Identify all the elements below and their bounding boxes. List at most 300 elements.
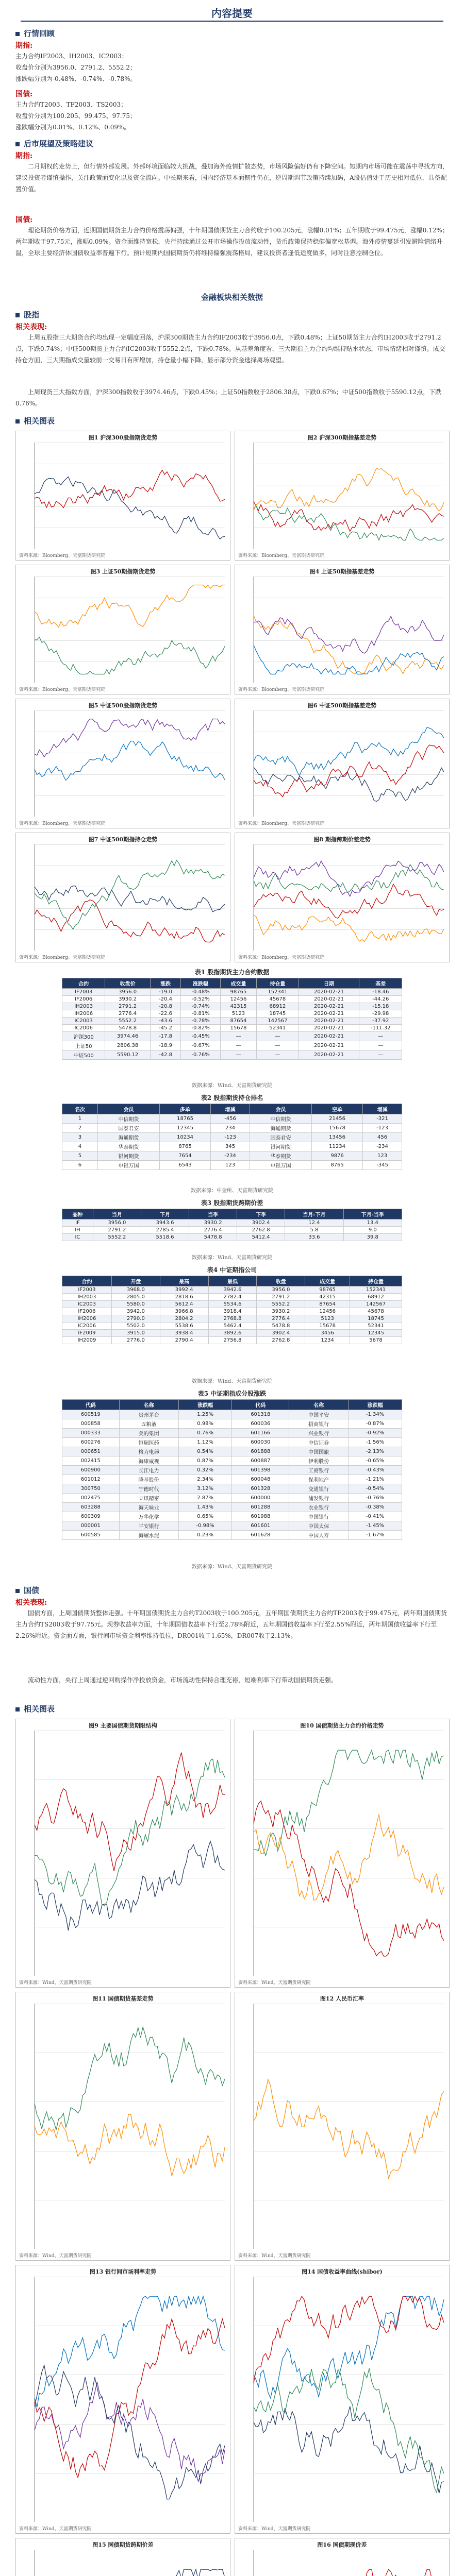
report-title: 内容提要 — [211, 7, 253, 20]
series-line — [35, 2365, 225, 2499]
table-header-cell: 会员 — [250, 1104, 311, 1114]
table-cell: — — [257, 1032, 299, 1041]
table-cell: -123 — [363, 1124, 402, 1133]
table-cell: 万华化学 — [119, 1512, 178, 1521]
table-cell: 601012 — [62, 1475, 120, 1484]
table-cell: 13.4 — [343, 1219, 402, 1227]
table-cell: 美的集团 — [119, 1429, 178, 1438]
table-row — [62, 1234, 402, 1241]
table-cell: 98765 — [305, 1286, 350, 1294]
table-cell: 宁德时代 — [119, 1484, 178, 1494]
table3-title: 表3 股指期货跨期价差 — [201, 1199, 263, 1207]
table-cell: 45678 — [350, 1308, 402, 1315]
table1-title: 表1 股指期货主力合约数据 — [194, 969, 270, 976]
table-cell: 600585 — [62, 1531, 120, 1540]
table-cell: 华泰期货 — [97, 1142, 159, 1151]
table-cell: 8765 — [312, 1161, 363, 1170]
series-line — [35, 886, 225, 912]
table-cell: 300750 — [62, 1484, 120, 1494]
table-row — [62, 1025, 402, 1032]
table-cell: 2785.4 — [141, 1227, 189, 1234]
table-row — [62, 1429, 402, 1438]
table-cell: 3956.0 — [105, 989, 150, 996]
table-cell: 2020-02-21 — [299, 989, 359, 996]
chart-panel — [15, 833, 230, 962]
table-cell: 2791.2 — [105, 1003, 150, 1010]
table-cell: 4 — [62, 1142, 98, 1151]
table-row — [62, 1503, 402, 1512]
table-cell: -123 — [211, 1133, 250, 1142]
series-line — [35, 2319, 225, 2478]
table-cell: IF2006 — [62, 1308, 112, 1315]
table-cell: 5534.6 — [208, 1301, 257, 1308]
bond-text: 国债方面，上周国债期货整体走强。十年期国债期货主力合约T2003收于100.205元，五年期国债期货主力合约TF2003收于99.475元，两年期国债期货主力合约TS2003收于97.75元。现券收益率方面，十年期国债收益率下行至2.78%附近，五年期国债收益率下行至2.55%附近，两年期国债收益率下行至2.26%附近。资金面方面，银行间市场资金利率维持低位，DR001收于1.65%，DR007收于2.13%。 — [15, 1609, 448, 1639]
table-cell: -18.9 — [150, 1041, 180, 1050]
index-text-2: 上周现货三大指数方面，沪深300指数收于3974.46点，下跌0.45%；上证50指数收于2806.38点，下跌0.67%；中证500指数收于5590.12点，下跌0.76%。 — [15, 388, 442, 407]
table-header-cell: 开盘 — [111, 1276, 160, 1286]
table-row — [62, 1161, 402, 1170]
chart-source: 资料来源：Bloomberg、天富期货研究院 — [19, 687, 106, 692]
table-cell: -111.32 — [359, 1025, 402, 1032]
table-cell: -0.65% — [349, 1456, 402, 1466]
table-cell: -234 — [363, 1142, 402, 1151]
table-cell: 贵州茅台 — [119, 1410, 178, 1419]
chart-panel — [235, 1719, 450, 1988]
table-cell: 农业银行 — [289, 1503, 349, 1512]
table-cell: 0.32% — [178, 1466, 232, 1475]
table-header-cell: 成交量 — [305, 1276, 350, 1286]
table-row — [62, 1466, 402, 1475]
table-cell: 234 — [211, 1124, 250, 1133]
table-cell: 0.54% — [178, 1447, 232, 1456]
table-cell: 格力电器 — [119, 1447, 178, 1456]
table-row — [62, 1041, 402, 1050]
table-header-cell: 下月 — [141, 1209, 189, 1219]
section-strategy-title: 后市展望及策略建议 — [15, 138, 93, 149]
table-cell: -1.34% — [349, 1410, 402, 1419]
table-row — [62, 1531, 402, 1540]
chart-title: 图16 国债期现价差 — [317, 2541, 367, 2548]
table-row — [62, 1010, 402, 1018]
table-cell: — — [220, 1032, 256, 1041]
table-cell: 5552.2 — [257, 1301, 305, 1308]
table-cell: -0.48% — [181, 989, 221, 996]
table-cell: -29.98 — [359, 1010, 402, 1018]
chart-title: 图10 国债期货主力合约价格走势 — [300, 1722, 384, 1729]
table-cell: 5 — [62, 1151, 98, 1161]
table-cell: 5478.8 — [257, 1323, 305, 1330]
table-cell: 3974.46 — [105, 1032, 150, 1041]
table-row — [62, 1494, 402, 1503]
table-row — [62, 1315, 402, 1323]
table-cell: 5580.0 — [111, 1301, 160, 1308]
table-cell: 沪深300 — [62, 1032, 105, 1041]
table-cell: -0.67% — [181, 1041, 221, 1050]
table-header-cell: 涨跌幅 — [178, 1400, 232, 1410]
table-cell: 6 — [62, 1161, 98, 1170]
table4-source: 数据来源：Wind、天富期货研究院 — [191, 1379, 273, 1384]
table-row — [62, 1032, 402, 1041]
table-cell: 工商银行 — [289, 1466, 349, 1475]
bond-related-title: 相关图表 — [15, 1703, 55, 1714]
square-icon — [15, 32, 20, 36]
chart-title: 图9 主要国债期货期限结构 — [89, 1722, 157, 1729]
table-cell: 5478.8 — [105, 1025, 150, 1032]
table-cell: 13456 — [312, 1133, 363, 1142]
table-cell: 2020-02-21 — [299, 1050, 359, 1060]
chart-plot — [19, 1731, 227, 1976]
strategy-futures-subtitle: 期指: — [15, 152, 33, 160]
table-cell: 600030 — [232, 1438, 289, 1447]
table-cell: 0.87% — [178, 1456, 232, 1466]
table-cell: 中国平安 — [289, 1410, 349, 1419]
table-cell: 002415 — [62, 1456, 120, 1466]
series-line — [35, 637, 225, 674]
table-header-cell: 下月-当季 — [343, 1209, 402, 1219]
table1-source: 数据来源：Wind、天富期货研究院 — [191, 1083, 273, 1089]
chart-plot — [238, 2277, 446, 2522]
table-header-cell: 涨跌幅 — [181, 978, 221, 989]
table-cell: 601888 — [232, 1447, 289, 1456]
table-cell: 2756.8 — [208, 1337, 257, 1344]
table-cell: 华泰期货 — [250, 1151, 311, 1161]
table-cell: 3930.2 — [105, 996, 150, 1003]
table-cell: 保利地产 — [289, 1475, 349, 1484]
table-cell: 3918.4 — [208, 1308, 257, 1315]
series-line — [35, 585, 225, 628]
table-row — [62, 1219, 402, 1227]
table-cell: 600048 — [232, 1475, 289, 1484]
chart-plot — [238, 577, 446, 683]
chart-plot — [238, 1731, 446, 1976]
chart-title: 图5 中证500股指期货走势 — [88, 702, 158, 709]
series-line — [35, 1841, 225, 1930]
table-row — [62, 1151, 402, 1161]
table-cell: 42315 — [220, 1003, 256, 1010]
table-cell: 2020-02-21 — [299, 996, 359, 1003]
table-header-cell: 最高 — [160, 1276, 208, 1286]
table-row — [62, 989, 402, 996]
table-cell: -0.81% — [181, 1010, 221, 1018]
table-row — [62, 1003, 402, 1010]
table-cell: -0.54% — [349, 1484, 402, 1494]
chart-plot — [238, 2550, 446, 2576]
chart-panel — [235, 2538, 450, 2576]
table-header-row — [62, 1104, 402, 1114]
chart-source: 资料来源：Wind、天富期货研究院 — [19, 2253, 92, 2259]
chart-panel — [235, 565, 450, 694]
table-cell: IH — [62, 1227, 93, 1234]
series-line — [35, 2296, 225, 2408]
table-cell: 123 — [211, 1161, 250, 1170]
table-cell: 兴业银行 — [289, 1429, 349, 1438]
table-cell: 0.65% — [178, 1512, 232, 1521]
table-row — [62, 1308, 402, 1315]
table-cell: 3938.4 — [160, 1330, 208, 1337]
series-line — [254, 501, 444, 531]
series-line — [254, 865, 444, 893]
table-cell: 3968.0 — [111, 1286, 160, 1294]
chart-source: 资料来源：Wind、天富期货研究院 — [19, 2527, 92, 2532]
table-cell: IH2006 — [62, 1010, 105, 1018]
table4 — [62, 1276, 402, 1344]
table-cell: -15.18 — [359, 1003, 402, 1010]
table-row — [62, 1133, 402, 1142]
table-header-cell: 涨跌 — [150, 978, 180, 989]
table-cell: -1.21% — [349, 1475, 402, 1484]
table-cell: 国泰君安 — [97, 1124, 159, 1133]
chart-plot — [19, 710, 227, 817]
series-line — [254, 646, 444, 674]
table-cell: 中信证券 — [289, 1438, 349, 1447]
table-cell: 600000 — [232, 1494, 289, 1503]
table-cell: 2776.0 — [111, 1337, 160, 1344]
bond-section-title: 国债 — [15, 1585, 39, 1596]
table-row — [62, 996, 402, 1003]
chart-title: 图13 银行间市场利率走势 — [89, 2268, 157, 2275]
table-cell: -42.8 — [150, 1050, 180, 1060]
table-cell: 600887 — [232, 1456, 289, 1466]
table-cell: 18765 — [159, 1114, 210, 1124]
table-cell: -45.2 — [150, 1025, 180, 1032]
table-cell: 中信期货 — [250, 1114, 311, 1124]
chart-source: 资料来源：Wind、天富期货研究院 — [19, 1980, 92, 1986]
table-cell: -321 — [363, 1114, 402, 1124]
table-header-cell: 涨跌幅 — [349, 1400, 402, 1410]
table3 — [62, 1209, 402, 1241]
table-cell: 2790.0 — [111, 1315, 160, 1323]
table-row — [62, 1419, 402, 1429]
table-cell: 15678 — [220, 1025, 256, 1032]
table-cell: -1.67% — [349, 1531, 402, 1540]
table-cell: 海通期货 — [97, 1133, 159, 1142]
table2-title: 表2 股指期货持仓排名 — [201, 1094, 263, 1101]
table-row — [62, 1018, 402, 1025]
table-header-cell: 名称 — [289, 1400, 349, 1410]
table-row — [62, 1227, 402, 1234]
chart-title: 图2 沪深300期指基差走势 — [307, 434, 377, 441]
table-cell: 12345 — [159, 1124, 210, 1133]
table-header-cell: 代码 — [232, 1400, 289, 1410]
table-cell: -18.46 — [359, 989, 402, 996]
table-cell: -0.76% — [349, 1494, 402, 1503]
table-cell: 2 — [62, 1124, 98, 1133]
table-cell: IH2003 — [62, 1294, 112, 1301]
table-cell: 5552.2 — [93, 1234, 141, 1241]
table-cell: 3915.0 — [111, 1330, 160, 1337]
table-cell: 2804.2 — [160, 1315, 208, 1323]
square-icon — [15, 313, 20, 317]
table-cell: -456 — [211, 1114, 250, 1124]
series-line — [254, 915, 444, 942]
series-line — [254, 861, 444, 896]
table-cell: 2776.4 — [257, 1315, 305, 1323]
table-cell: 5538.6 — [160, 1323, 208, 1330]
chart-plot — [19, 2550, 227, 2576]
table-cell: 5612.4 — [160, 1301, 208, 1308]
table-cell: -0.82% — [181, 1025, 221, 1032]
table-cell: 2782.4 — [208, 1294, 257, 1301]
table-cell: 7654 — [159, 1151, 210, 1161]
chart-panel — [15, 1992, 230, 2261]
square-icon — [15, 142, 20, 146]
chart-source: 资料来源：Wind、天富期货研究院 — [238, 1980, 311, 1986]
chart-title: 图8 期指跨期价差走势 — [313, 836, 371, 843]
table-header-cell: 代码 — [62, 1400, 120, 1410]
chart-title: 图12 人民币汇率 — [320, 1995, 364, 2002]
table-cell: 601398 — [232, 1466, 289, 1475]
series-line — [254, 2296, 444, 2383]
table-cell: 15678 — [312, 1124, 363, 1133]
table-cell: -37.92 — [359, 1018, 402, 1025]
table-cell: 3966.8 — [160, 1308, 208, 1315]
table-cell: -0.87% — [349, 1419, 402, 1429]
series-line — [35, 719, 225, 757]
table-cell: — — [359, 1032, 402, 1041]
table-cell: 601318 — [232, 1410, 289, 1419]
square-icon — [15, 1589, 20, 1593]
table-cell: 3902.4 — [237, 1219, 285, 1227]
chart-plot — [238, 2004, 446, 2249]
table-cell: 中证500 — [62, 1050, 105, 1060]
chart-plot — [19, 844, 227, 951]
table5-source: 数据来源：Wind、天富期货研究院 — [191, 1564, 273, 1570]
table-cell: 申银万国 — [97, 1161, 159, 1170]
table-cell: 中信期货 — [97, 1114, 159, 1124]
table-row — [62, 1301, 402, 1308]
table-cell: 2762.8 — [237, 1227, 285, 1234]
series-line — [35, 860, 225, 929]
table-cell: 0.23% — [178, 1531, 232, 1540]
table-cell: -0.74% — [181, 1003, 221, 1010]
table-row — [62, 1410, 402, 1419]
table-cell: 87654 — [305, 1301, 350, 1308]
chart-plot — [19, 2277, 227, 2522]
table-cell: 3956.0 — [93, 1219, 141, 1227]
table-cell: 浦发银行 — [289, 1494, 349, 1503]
header-rule — [21, 21, 443, 22]
table-cell: 6543 — [159, 1161, 210, 1170]
table-cell: -0.76% — [181, 1050, 221, 1060]
series-line — [254, 1750, 444, 1856]
chart-title: 图3 上证50期指期货走势 — [90, 568, 156, 575]
table-row — [62, 1286, 402, 1294]
chart-title: 图6 中证500期指基差走势 — [307, 702, 377, 709]
table-cell: 600519 — [62, 1410, 120, 1419]
table-cell: 2776.4 — [105, 1010, 150, 1018]
table-cell: 3943.6 — [141, 1219, 189, 1227]
table-cell: 123 — [363, 1151, 402, 1161]
table1 — [62, 978, 402, 1060]
table-cell: 142567 — [350, 1301, 402, 1308]
table-cell: 中国太保 — [289, 1521, 349, 1531]
table-cell: 长江电力 — [119, 1466, 178, 1475]
table-cell: — — [220, 1041, 256, 1050]
chart-panel — [235, 2265, 450, 2534]
table-header-cell: 增减 — [211, 1104, 250, 1114]
table-cell: 国泰君安 — [250, 1133, 311, 1142]
table-cell: IH2009 — [62, 1337, 112, 1344]
table-cell: 银河期货 — [250, 1142, 311, 1151]
table-cell: 五粮液 — [119, 1419, 178, 1429]
table-cell: IC2006 — [62, 1323, 112, 1330]
table-header-cell: 最低 — [208, 1276, 257, 1286]
chart-source: 资料来源：Wind、天富期货研究院 — [238, 2527, 311, 2532]
series-line — [254, 468, 444, 511]
series-line — [254, 616, 444, 653]
table-cell: 600309 — [62, 1512, 120, 1521]
table-cell: 2776.4 — [189, 1227, 237, 1234]
table-cell: 3942.0 — [111, 1308, 160, 1315]
table-cell: 2790.4 — [160, 1337, 208, 1344]
table-cell: 002475 — [62, 1494, 120, 1503]
table-row — [62, 1484, 402, 1494]
table-cell: -345 — [363, 1161, 402, 1170]
table-cell: 18745 — [257, 1010, 299, 1018]
table-cell: 9876 — [312, 1151, 363, 1161]
table-cell: 3930.2 — [189, 1219, 237, 1227]
section-review-title: 行情回顾 — [15, 28, 55, 39]
table-cell: 52341 — [350, 1323, 402, 1330]
series-line — [254, 2406, 444, 2494]
chart-title: 图11 国债期货基差走势 — [92, 1995, 154, 2002]
chart-title: 图4 上证50期指基差走势 — [309, 568, 375, 575]
table-cell: — — [359, 1041, 402, 1050]
table-cell: 海康威视 — [119, 1456, 178, 1466]
chart-panel — [15, 431, 230, 561]
square-icon — [15, 419, 20, 423]
table-cell: 601288 — [232, 1503, 289, 1512]
table-cell: -44.26 — [359, 996, 402, 1003]
monitor-title: 金融板块相关数据 — [201, 293, 263, 302]
table-cell: 1234 — [305, 1337, 350, 1344]
table2-source: 数据来源：中金所、天富期货研究院 — [191, 1188, 273, 1194]
table-cell: 3942.6 — [208, 1286, 257, 1294]
table-cell: 伊利股份 — [289, 1456, 349, 1466]
table-cell: 000001 — [62, 1521, 120, 1531]
table-cell: 申银万国 — [250, 1161, 311, 1170]
table-cell: 5.8 — [285, 1227, 343, 1234]
table-cell: 3 — [62, 1133, 98, 1142]
table-cell: 000651 — [62, 1447, 120, 1456]
table-cell: -17.8 — [150, 1032, 180, 1041]
table-cell: 5478.8 — [189, 1234, 237, 1241]
table-cell: 中国国旅 — [289, 1447, 349, 1456]
table-cell: 5678 — [350, 1337, 402, 1344]
chart-source: 资料来源：Bloomberg、天富期货研究院 — [19, 553, 106, 558]
table-header-cell: 日期 — [299, 978, 359, 989]
table-cell: — — [257, 1050, 299, 1060]
index-related-title: 相关图表 — [15, 415, 55, 426]
table-cell: 000333 — [62, 1429, 120, 1438]
chart-plot — [238, 443, 446, 549]
table-cell: — — [359, 1050, 402, 1060]
chart-source: 资料来源：Bloomberg、天富期货研究院 — [238, 821, 325, 826]
series-line — [35, 2114, 225, 2176]
table-cell: 12.4 — [285, 1219, 343, 1227]
square-icon — [15, 1707, 20, 1711]
table-header-row — [62, 1400, 402, 1410]
table-cell: 33.6 — [285, 1234, 343, 1241]
table-cell: — — [257, 1041, 299, 1050]
table-cell: -0.45% — [181, 1032, 221, 1041]
table-cell: 银河期货 — [97, 1151, 159, 1161]
table-cell: 1 — [62, 1114, 98, 1124]
table-header-cell: 名称 — [119, 1400, 178, 1410]
table-cell: -1.45% — [349, 1521, 402, 1531]
chart-source: 资料来源：Wind、天富期货研究院 — [238, 2253, 311, 2259]
table-cell: — — [220, 1050, 256, 1060]
